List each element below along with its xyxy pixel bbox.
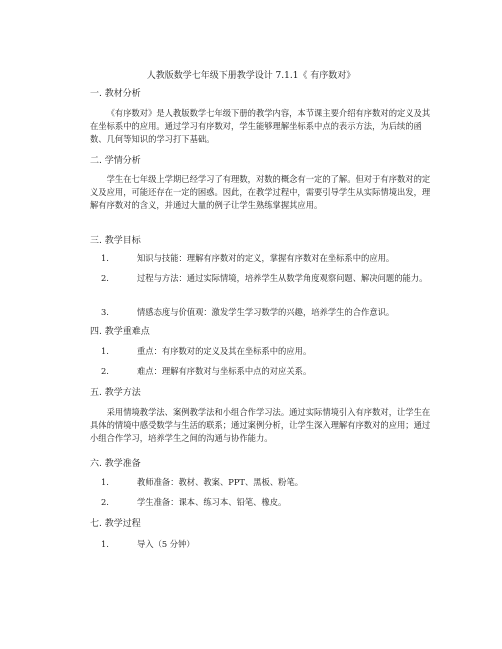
list-item [90,365,435,378]
list-item-number: 1. [101,539,109,549]
list-item-number: 2. [101,273,109,283]
list-item-text: 学生准备：课本、练习本、铅笔、橡皮。 [137,497,287,507]
list-item-number: 1. [101,477,109,487]
list-item [90,306,435,319]
document-title: 人教版数学七年级下册教学设计 7.1.1《 有序数对》 [146,71,356,81]
section-paragraph-textbook-analysis: 《有序数对》是人教版数学七年级下册的教学内容，本节课主要介绍有序数对的定义及其在坐标系中的应用。通过学习有序数对，学生能够理解坐标系中点的表示方法，为后续的函数、几何等知识的学习打下基础。 [90,108,431,144]
list-item-text: 导入（5 分钟） [137,539,195,549]
list-item [90,538,435,551]
list-item-text: 过程与方法：通过实际情境，培养学生从数学角度观察问题、解决问题的能力。 [137,273,428,283]
list-item-text: 知识与技能：理解有序数对的定义，掌握有序数对在坐标系中的应用。 [137,253,395,263]
section-heading-teaching-preparation: 六. 教学准备 [90,459,141,469]
section-heading-teaching-goals: 三. 教学目标 [90,236,141,246]
list-item [90,476,435,489]
section-heading-teaching-process: 七. 教学过程 [90,519,141,529]
list-item [90,252,435,265]
list-item-number: 1. [101,346,109,356]
list-item-text: 难点：理解有序数对与坐标系中点的对应关系。 [137,366,312,376]
list-item-number: 1. [101,253,109,263]
list-item-text: 重点：有序数对的定义及其在坐标系中的应用。 [137,346,312,356]
section-paragraph-student-analysis: 学生在七年级上学期已经学习了有理数，对数的概念有一定的了解。但对于有序数对的定义及应用，可能还存在一定的困惑。因此，在教学过程中，需要引导学生从实际情境出发，理解有序数对的含义，并通过大量的例子让学生熟练掌握其应用。 [90,174,431,210]
list-item-text: 情感态度与价值观：激发学生学习数学的兴趣，培养学生的合作意识。 [137,307,395,317]
section-heading-key-points: 四. 教学重难点 [90,327,150,337]
list-item-number: 3. [101,307,109,317]
list-item [90,272,435,285]
section-paragraph-teaching-methods: 采用情境教学法、案例教学法和小组合作学习法。通过实际情境引入有序数对，让学生在具体的情境中感受数学与生活的联系；通过案例分析，让学生深入理解有序数对的应用；通过小组合作学习，培养学生之间的沟通与协作能力。 [90,407,431,443]
list-item [90,496,435,509]
list-item-number: 2. [101,366,109,376]
section-heading-textbook-analysis: 一. 教材分析 [90,89,141,99]
list-item [90,345,435,358]
section-heading-student-analysis: 二. 学情分析 [90,156,141,166]
list-item-number: 2. [101,497,109,507]
list-item-text: 教师准备：教材、教案、PPT、黑板、粉笔。 [137,477,304,487]
section-heading-teaching-methods: 五. 教学方法 [90,388,141,398]
